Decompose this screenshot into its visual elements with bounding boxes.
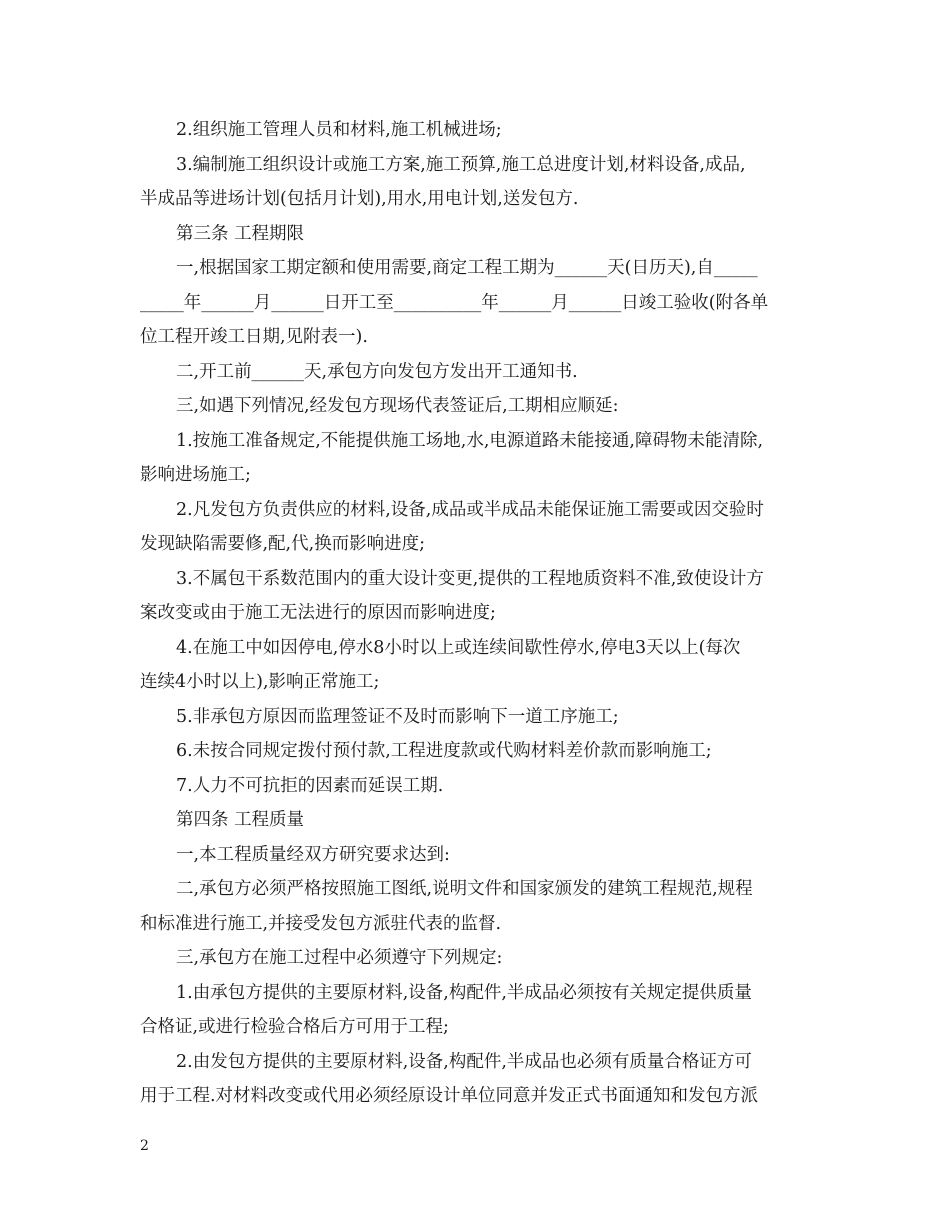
text-line: 二,开工前______天,承包方向发包方发出开工通知书.	[176, 361, 578, 382]
section-heading: 第四条 工程质量	[176, 810, 305, 830]
text-line: 二,承包方必须严格按照施工图纸,说明文件和国家颁发的建筑工程规范,规程	[176, 879, 753, 899]
text-line: 影响进场施工;	[140, 465, 251, 485]
document-body	[140, 113, 830, 1114]
text-line: 一,本工程质量经双方研究要求达到:	[176, 844, 450, 865]
text-line: 位工程开竣工日期,见附表一).	[140, 327, 368, 347]
text-line: 7.人力不可抗拒的因素而延误工期.	[176, 775, 444, 796]
text-line: 用于工程.对材料改变或代用必须经原设计单位同意并发正式书面通知和发包方派	[140, 1086, 759, 1106]
text-line: 3.编制施工组织设计或施工方案,施工预算,施工总进度计划,材料设备,成品,	[176, 154, 746, 175]
text-line: 三,如遇下列情况,经发包方现场代表签证后,工期相应顺延:	[176, 396, 619, 416]
text-line: 2.由发包方提供的主要原材料,设备,构配件,半成品也必须有质量合格证方可	[176, 1051, 752, 1072]
text-line: 三,承包方在施工过程中必须遵守下列规定:	[176, 948, 503, 968]
text-line: 6.未按合同规定拨付预付款,工程进度款或代购材料差价款而影响施工;	[176, 741, 712, 761]
text-line: 发现缺陷需要修,配,代,换而影响进度;	[140, 534, 426, 554]
text-line: 半成品等进场计划(包括月计划),用水,用电计划,送发包方.	[140, 189, 579, 209]
section-heading: 第三条 工程期限	[176, 223, 305, 244]
text-line: 和标准进行施工,并接受发包方派驻代表的监督.	[140, 913, 502, 934]
text-line: 4.在施工中如因停电,停水8小时以上或连续间歇性停水,停电3天以上(每次	[176, 637, 741, 658]
text-line: 合格证,或进行检验合格后方可用于工程;	[140, 1017, 449, 1037]
text-line: 2.组织施工管理人员和材料,施工机械进场;	[176, 120, 502, 140]
text-line: 3.不属包干系数范围内的重大设计变更,提供的工程地质资料不准,致使设计方	[176, 568, 764, 589]
text-line: 连续4小时以上),影响正常施工;	[140, 672, 380, 692]
page-number: 2	[140, 1138, 149, 1154]
text-line: 5.非承包方原因而监理签证不及时而影响下一道工序施工;	[176, 706, 619, 727]
text-line: 2.凡发包方负责供应的材料,设备,成品或半成品未能保证施工需要或因交验时	[176, 499, 764, 520]
text-line: 一,根据国家工期定额和使用需要,商定工程工期为______天(日历天),自_____	[176, 258, 758, 278]
text-line: 1.由承包方提供的主要原材料,设备,构配件,半成品必须按有关规定提供质量	[176, 982, 752, 1003]
text-line: 案改变或由于施工无法进行的原因而影响进度;	[140, 603, 496, 623]
text-line: 1.按施工准备规定,不能提供施工场地,水,电源道路未能接通,障碍物未能清除,	[176, 430, 764, 451]
text-line: _____年______月______日开工至__________年______月______日竣工验收(附各单	[140, 292, 769, 313]
